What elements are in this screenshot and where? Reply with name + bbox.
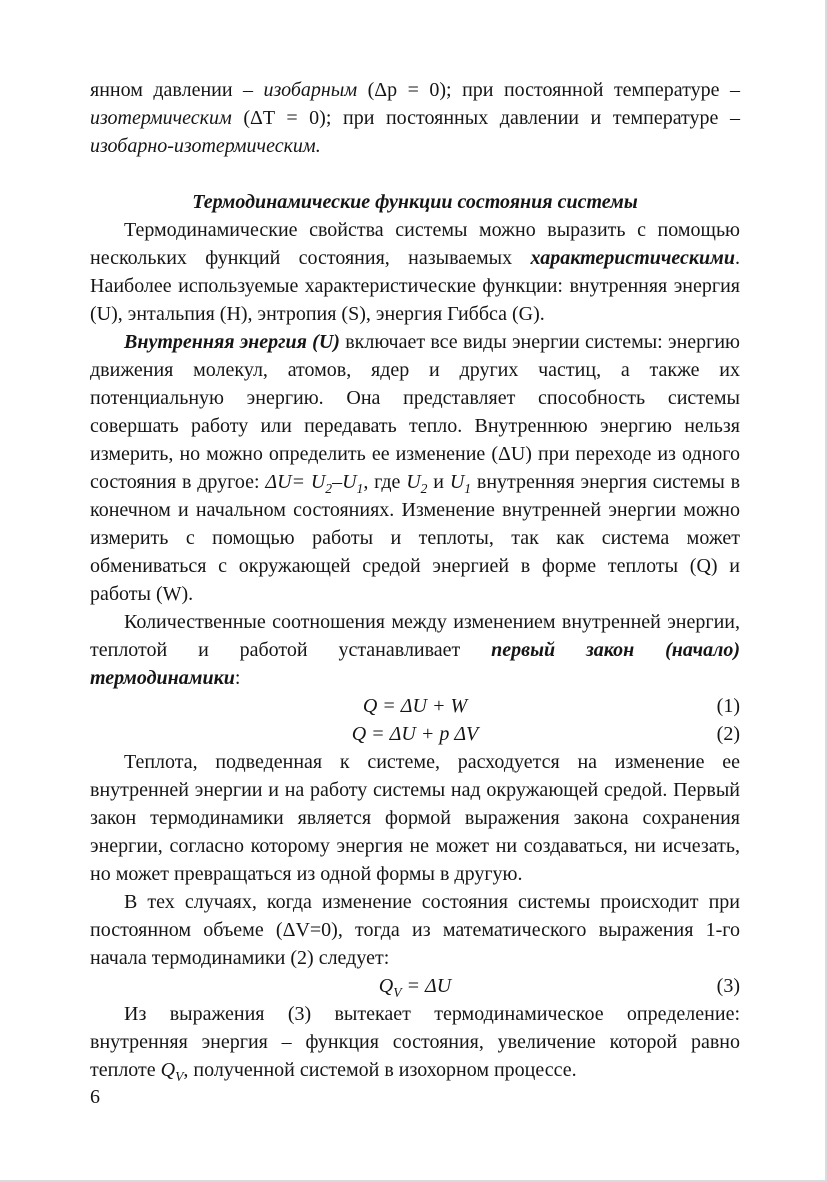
subscript: 2 [420,481,428,496]
paragraph [90,608,740,692]
text-run: , где [363,471,407,493]
equation-1 [90,692,740,720]
page-number: 6 [90,1086,100,1108]
term-internal-energy: Внутренняя энергия (U) [124,331,340,353]
equation-number: (2) [716,723,740,745]
subscript: V [175,1069,184,1084]
page-content [90,76,740,1084]
paragraph-continuation [90,76,740,160]
equation-number: (3) [716,975,740,997]
formula-run: –U [332,471,357,493]
text-run: Из выражения (3) вытекает термодинамическое определение: внутренняя энергия – функция состояния, увеличение которой равно теплоте [90,1003,740,1081]
text-run: Теплота, подведенная к системе, расходуется на изменение ее внутренней энергии и на работу системы над окружающей средой. Первый закон термодинамики является формой выражения закона сохранения энергии, согласно которому энергия не может ни создаваться, ни исчезать, но может превращаться из одной формы в другую. [90,751,740,885]
term-first-law: первый закон (начало) термодинамики [90,639,740,689]
paragraph [90,216,740,328]
text-run: (Δp = 0); при постоянной температуре – [357,79,740,101]
paragraph [90,328,740,608]
formula: Q [378,975,394,997]
formula: = ΔU [401,975,452,997]
term-characteristic: характеристическими [530,247,735,269]
formula: Q = ΔU + W [362,695,468,717]
formula-run: U [406,471,421,493]
subscript: 2 [325,481,333,496]
text-run: В тех случаях, когда изменение состояния системы происходит при постоянном объеме (ΔV=0), тогда из математического выражения 1-го начала термодинамики (2) следует: [90,891,740,969]
subscript: V [393,985,402,1000]
equation-number: (1) [716,695,740,717]
text-run: янном давлении – [90,79,264,101]
text-run: Термодинамические свойства системы можно выразить с помощью нескольких функций состояния, называемых [90,219,740,269]
text-run: внутренняя энергия системы в конечном и начальном состояниях. Изменение внутренней энергии можно измерить с помощью работы и теплоты, так как система может обмениваться с окружающей средой энергией в форме теплоты (Q) и работы (W). [90,471,741,605]
paragraph [90,748,740,888]
formula-run: U [449,471,465,493]
formula: Q = ΔU + p ΔV [351,723,479,745]
section-heading: Термодинамические функции состояния системы [192,191,638,213]
formula-run: Q [160,1059,176,1081]
paragraph [90,888,740,972]
paragraph [90,1000,740,1084]
term-isothermal: изотермическим [90,107,232,129]
text-run: (ΔT = 0); при постоянных давлении и температуре – [231,107,740,129]
text-run: включает все виды энергии системы: энергию движения молекул, атомов, ядер и других частиц, а также их потенциальную энергию. Она представляет способность системы совершать работу или передавать тепло. Внутреннюю энергию нельзя измерить, но можно определить ее изменение (ΔU) при переходе из одного состояния в другое: [90,331,741,493]
term-isobaric-isothermal: изобарно-изотермическим. [90,135,321,157]
term-isobaric: изобарным [263,79,358,101]
text-run: : [234,667,241,689]
equation-3 [90,972,740,1000]
subscript: 1 [464,481,472,496]
text-run: и [427,471,450,493]
subscript: 1 [356,481,364,496]
text-run: Количественные соотношения между изменением внутренней энергии, теплотой и работой устанавливает [90,611,740,661]
formula-run: ΔU= U [265,471,326,493]
text-run: . Наиболее используемые характеристические функции: внутренняя энергия (U), энтальпия (H), энтропия (S), энергия Гиббса (G). [90,247,740,325]
equation-2 [90,720,740,748]
text-run: , полученной системой в изохорном процессе. [183,1059,577,1081]
